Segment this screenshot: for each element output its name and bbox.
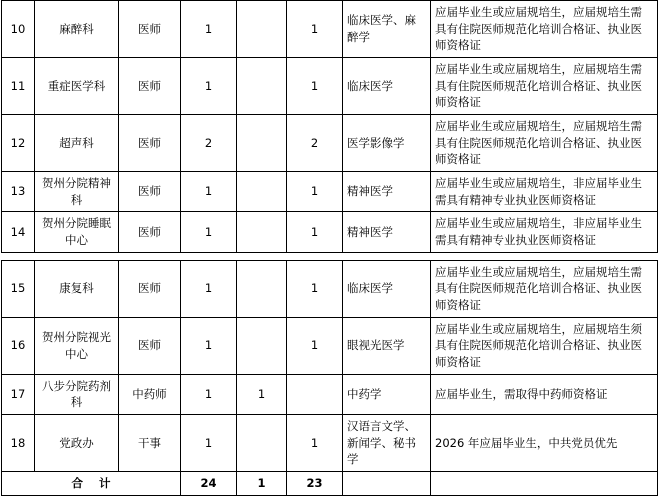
row-count-3: 1 bbox=[287, 1, 343, 58]
table-row bbox=[2, 115, 658, 172]
row-count-3: 1 bbox=[287, 260, 343, 317]
row-count-2 bbox=[237, 172, 287, 212]
table-total-row bbox=[2, 472, 658, 496]
row-post: 医师 bbox=[119, 317, 181, 374]
table-row bbox=[2, 212, 658, 252]
total-count-3: 23 bbox=[287, 472, 343, 496]
table-row bbox=[2, 317, 658, 374]
row-post: 医师 bbox=[119, 212, 181, 252]
total-requirement bbox=[431, 472, 658, 496]
table-row bbox=[2, 1, 658, 58]
row-requirement: 应届毕业生，需取得中药师资格证 bbox=[431, 374, 658, 414]
row-major: 临床医学 bbox=[343, 58, 431, 115]
row-post: 医师 bbox=[119, 58, 181, 115]
row-post: 医师 bbox=[119, 172, 181, 212]
row-major: 中药学 bbox=[343, 374, 431, 414]
row-no: 14 bbox=[2, 212, 35, 252]
row-count-1: 1 bbox=[181, 317, 237, 374]
row-post: 医师 bbox=[119, 1, 181, 58]
row-count-2 bbox=[237, 58, 287, 115]
row-count-2 bbox=[237, 260, 287, 317]
row-count-3: 1 bbox=[287, 172, 343, 212]
row-count-1: 1 bbox=[181, 1, 237, 58]
row-count-1: 1 bbox=[181, 374, 237, 414]
row-count-1: 1 bbox=[181, 212, 237, 252]
row-count-3: 1 bbox=[287, 317, 343, 374]
row-post: 医师 bbox=[119, 115, 181, 172]
row-requirement: 2026 年应届毕业生，中共党员优先 bbox=[431, 415, 658, 472]
row-count-3: 1 bbox=[287, 58, 343, 115]
row-dept: 麻醉科 bbox=[35, 1, 119, 58]
row-count-1: 2 bbox=[181, 115, 237, 172]
table-row bbox=[2, 260, 658, 317]
table-row bbox=[2, 374, 658, 414]
row-count-3: 2 bbox=[287, 115, 343, 172]
table-row bbox=[2, 415, 658, 472]
row-requirement: 应届毕业生或应届规培生，应届规培生需具有住院医师规范化培训合格证、执业医师资格证 bbox=[431, 115, 658, 172]
row-requirement: 应届毕业生或应届规培生，应届规培生需具有住院医师规范化培训合格证、执业医师资格证 bbox=[431, 58, 658, 115]
row-count-2 bbox=[237, 415, 287, 472]
row-no: 13 bbox=[2, 172, 35, 212]
row-major: 眼视光医学 bbox=[343, 317, 431, 374]
row-count-2 bbox=[237, 317, 287, 374]
row-count-2 bbox=[237, 212, 287, 252]
table-block-gap bbox=[2, 252, 658, 260]
row-major: 汉语言文学、新闻学、秘书学 bbox=[343, 415, 431, 472]
row-no: 12 bbox=[2, 115, 35, 172]
row-count-3: 1 bbox=[287, 212, 343, 252]
row-count-1: 1 bbox=[181, 172, 237, 212]
table-row bbox=[2, 58, 658, 115]
row-count-2 bbox=[237, 115, 287, 172]
row-requirement: 应届毕业生或应届规培生，非应届毕业生需具有精神专业执业医师资格证 bbox=[431, 212, 658, 252]
total-major bbox=[343, 472, 431, 496]
row-dept: 八步分院药剂科 bbox=[35, 374, 119, 414]
row-dept: 贺州分院视光中心 bbox=[35, 317, 119, 374]
row-post: 医师 bbox=[119, 260, 181, 317]
row-dept: 党政办 bbox=[35, 415, 119, 472]
table-row bbox=[2, 172, 658, 212]
recruitment-table bbox=[1, 0, 658, 496]
row-dept: 超声科 bbox=[35, 115, 119, 172]
row-count-1: 1 bbox=[181, 260, 237, 317]
row-dept: 重症医学科 bbox=[35, 58, 119, 115]
row-count-1: 1 bbox=[181, 415, 237, 472]
total-count-1: 24 bbox=[181, 472, 237, 496]
row-count-3: 1 bbox=[287, 415, 343, 472]
row-no: 17 bbox=[2, 374, 35, 414]
row-count-2: 1 bbox=[237, 374, 287, 414]
row-no: 11 bbox=[2, 58, 35, 115]
row-no: 10 bbox=[2, 1, 35, 58]
row-requirement: 应届毕业生或应届规培生，非应届毕业生需具有精神专业执业医师资格证 bbox=[431, 172, 658, 212]
row-dept: 贺州分院精神科 bbox=[35, 172, 119, 212]
row-major: 精神医学 bbox=[343, 212, 431, 252]
row-dept: 康复科 bbox=[35, 260, 119, 317]
row-major: 医学影像学 bbox=[343, 115, 431, 172]
row-post: 干事 bbox=[119, 415, 181, 472]
row-post: 中药师 bbox=[119, 374, 181, 414]
row-major: 临床医学 bbox=[343, 260, 431, 317]
row-major: 临床医学、麻醉学 bbox=[343, 1, 431, 58]
row-no: 16 bbox=[2, 317, 35, 374]
row-no: 15 bbox=[2, 260, 35, 317]
row-count-1: 1 bbox=[181, 58, 237, 115]
row-requirement: 应届毕业生或应届规培生，应届规培生需具有住院医师规范化培训合格证、执业医师资格证 bbox=[431, 1, 658, 58]
row-count-3 bbox=[287, 374, 343, 414]
row-major: 精神医学 bbox=[343, 172, 431, 212]
total-count-2: 1 bbox=[237, 472, 287, 496]
row-requirement: 应届毕业生或应届规培生，应届规培生需具有住院医师规范化培训合格证、执业医师资格证 bbox=[431, 260, 658, 317]
total-label: 合 计 bbox=[2, 472, 181, 496]
row-dept: 贺州分院睡眠中心 bbox=[35, 212, 119, 252]
row-requirement: 应届毕业生或应届规培生，应届规培生须具有住院医师规范化培训合格证、执业医师资格证 bbox=[431, 317, 658, 374]
row-count-2 bbox=[237, 1, 287, 58]
row-no: 18 bbox=[2, 415, 35, 472]
